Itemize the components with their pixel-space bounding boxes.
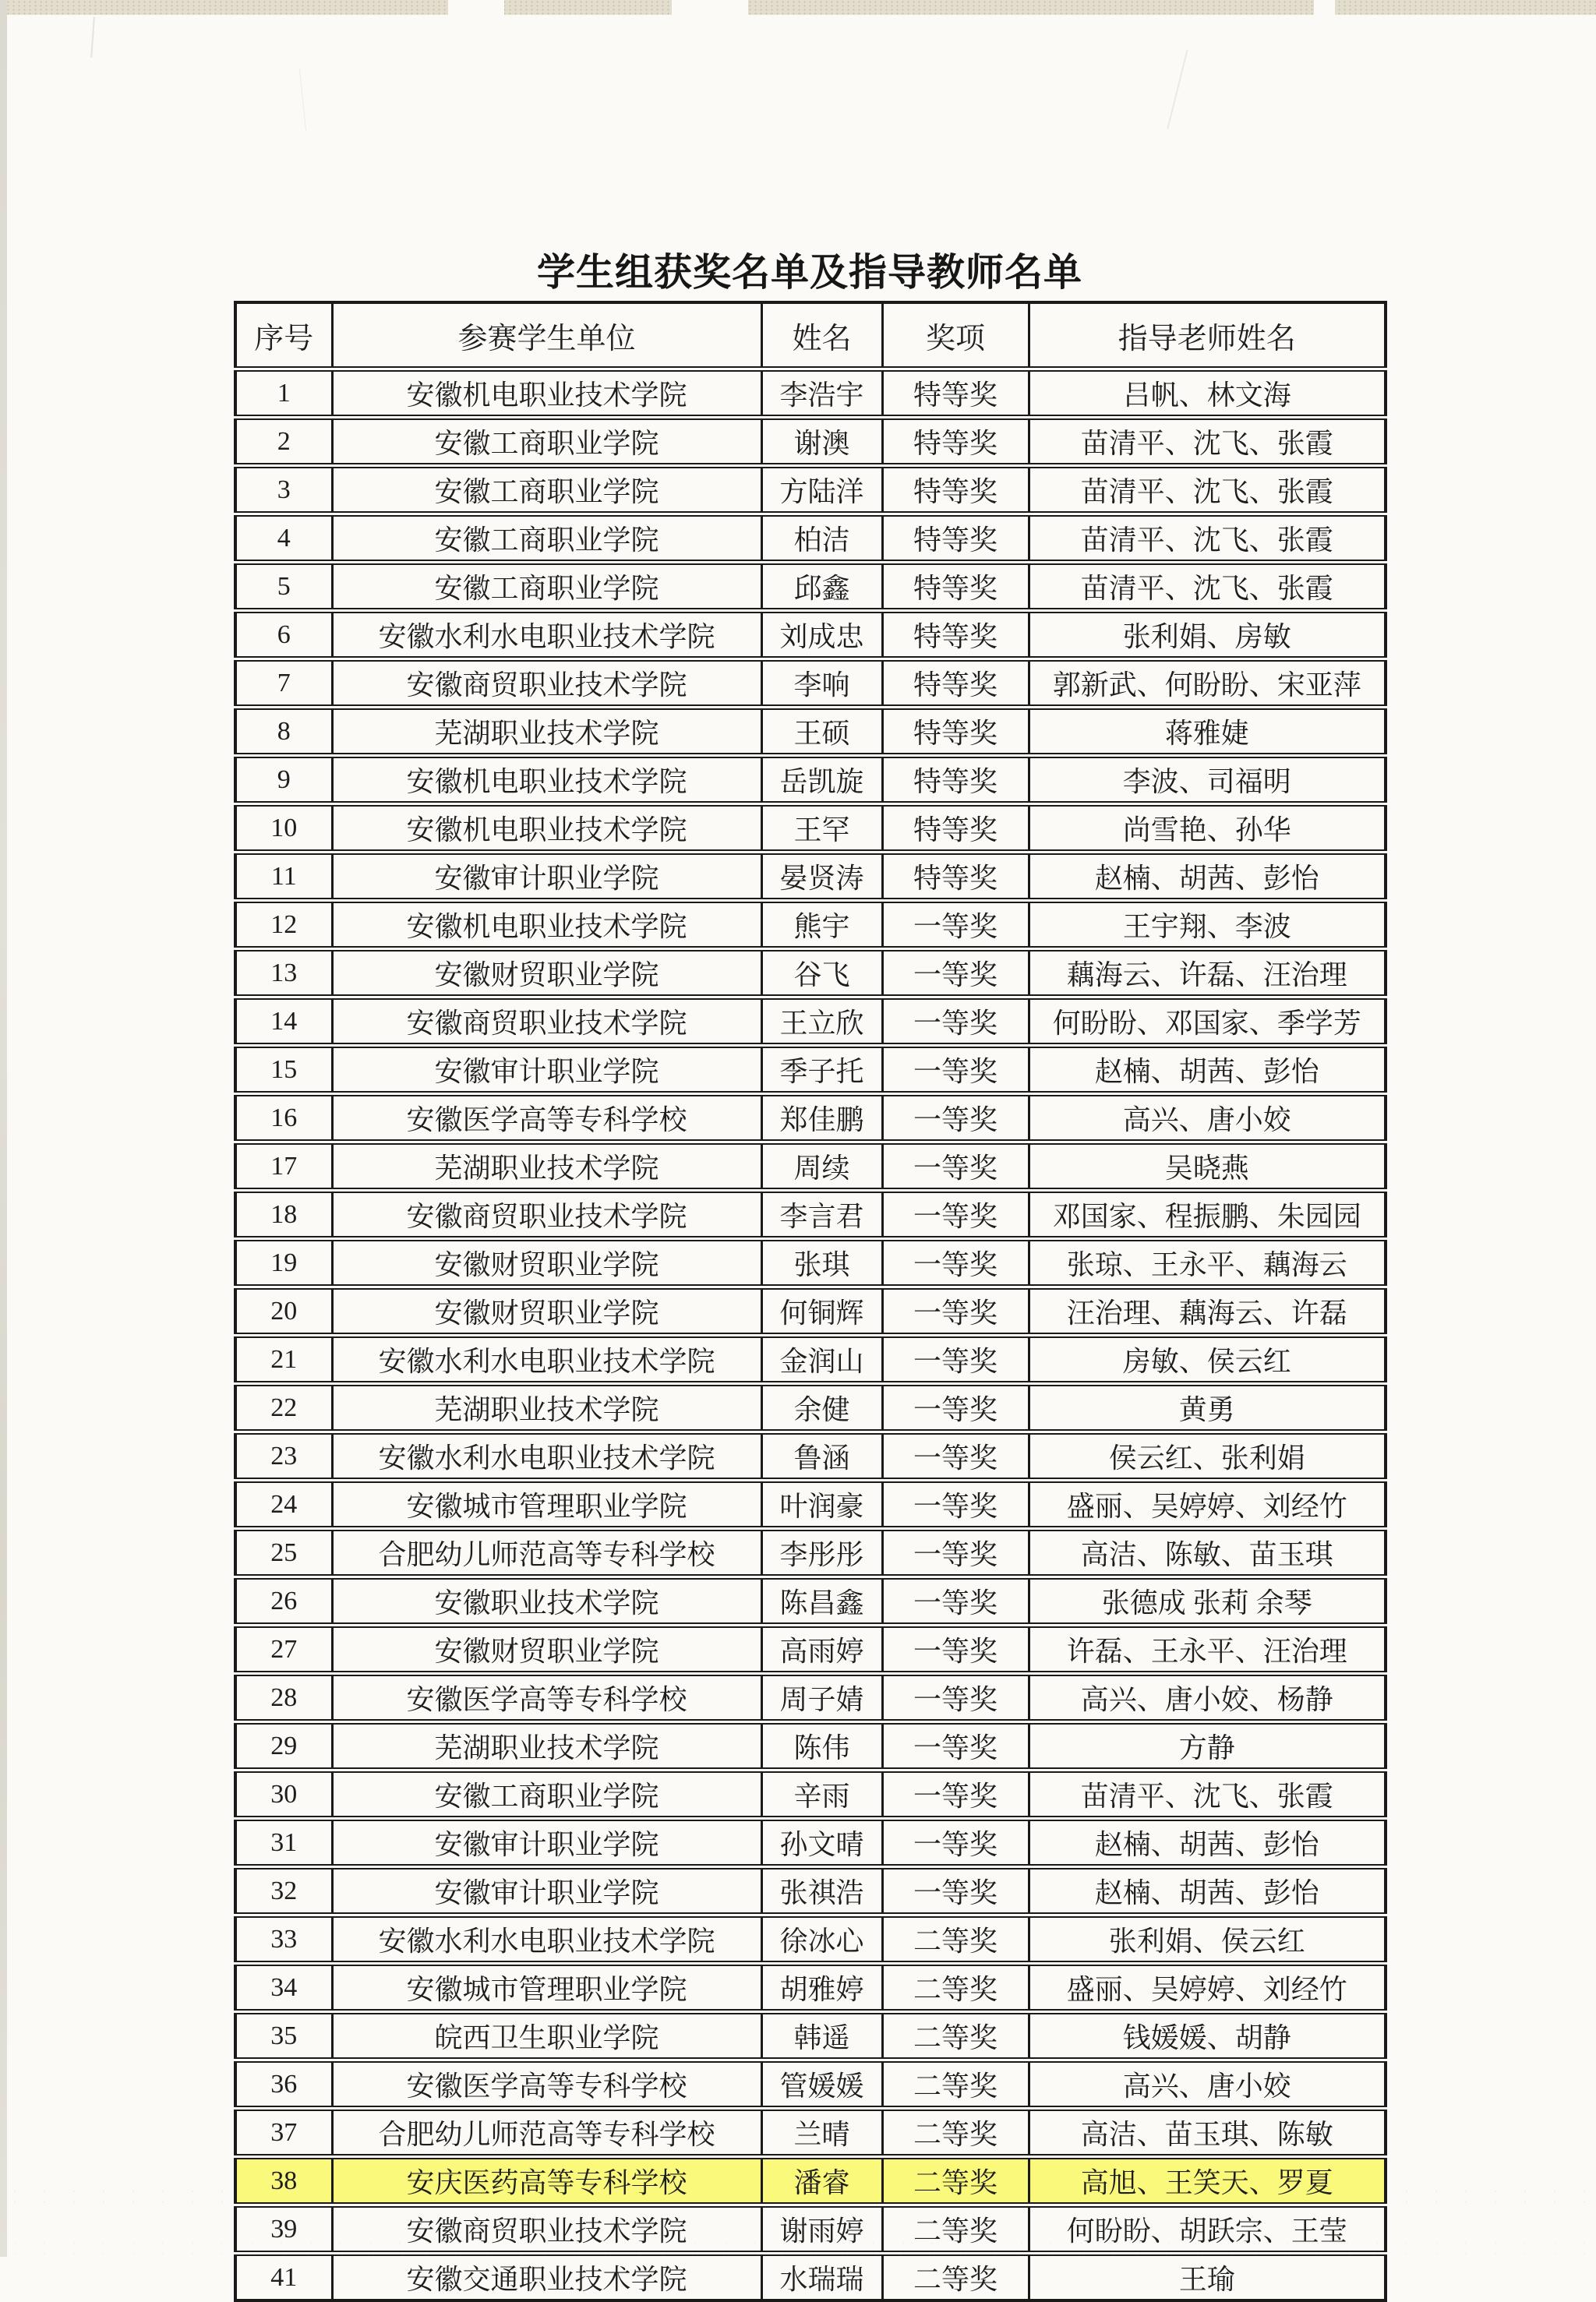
cell-name: 郑佳鹏 (761, 1094, 882, 1142)
table-row (235, 804, 1386, 853)
cell-award: 一等奖 (882, 1384, 1029, 1432)
cell-no: 23 (235, 1432, 332, 1481)
cell-no: 26 (235, 1577, 332, 1626)
cell-award: 特等奖 (882, 514, 1029, 563)
cell-no: 1 (235, 369, 332, 418)
cell-advisors: 高洁、陈敏、苗玉琪 (1029, 1529, 1386, 1577)
awards-table (234, 301, 1387, 2302)
cell-unit: 安徽城市管理职业学院 (332, 1481, 761, 1529)
cell-unit: 安徽审计职业学院 (332, 853, 761, 901)
cell-name: 方陆洋 (761, 466, 882, 514)
table-row (235, 369, 1386, 418)
scan-smudge (90, 17, 95, 58)
scan-edge-gap (448, 0, 504, 15)
cell-advisors: 盛丽、吴婷婷、刘经竹 (1029, 1481, 1386, 1529)
cell-name: 谢澳 (761, 418, 882, 466)
table-row (235, 659, 1386, 708)
cell-award: 一等奖 (882, 1287, 1029, 1336)
cell-unit: 安徽工商职业学院 (332, 563, 761, 611)
scan-edge-gap (1314, 0, 1335, 15)
cell-unit: 芜湖职业技术学院 (332, 1722, 761, 1771)
cell-advisors: 郭新武、何盼盼、宋亚萍 (1029, 659, 1386, 708)
cell-award: 一等奖 (882, 1094, 1029, 1142)
cell-unit: 安徽商贸职业技术学院 (332, 997, 761, 1046)
cell-name: 李言君 (761, 1191, 882, 1239)
cell-award: 一等奖 (882, 1142, 1029, 1191)
table-row (235, 901, 1386, 949)
cell-name: 刘成忠 (761, 611, 882, 659)
scan-smudge (299, 69, 306, 131)
cell-unit: 皖西卫生职业学院 (332, 2012, 761, 2060)
table-row (235, 611, 1386, 659)
cell-award: 二等奖 (882, 2205, 1029, 2254)
cell-no: 5 (235, 563, 332, 611)
cell-no: 38 (235, 2157, 332, 2205)
cell-name: 谷飞 (761, 949, 882, 997)
cell-no: 9 (235, 756, 332, 804)
cell-no: 17 (235, 1142, 332, 1191)
table-row (235, 1432, 1386, 1481)
cell-name: 胡雅婷 (761, 1964, 882, 2012)
cell-advisors: 苗清平、沈飞、张霞 (1029, 418, 1386, 466)
cell-name: 孙文晴 (761, 1819, 882, 1867)
cell-no: 35 (235, 2012, 332, 2060)
cell-name: 晏贤涛 (761, 853, 882, 901)
cell-award: 一等奖 (882, 1432, 1029, 1481)
cell-unit: 合肥幼儿师范高等专科学校 (332, 2109, 761, 2157)
cell-name: 季子托 (761, 1046, 882, 1094)
cell-no: 30 (235, 1771, 332, 1819)
cell-no: 15 (235, 1046, 332, 1094)
cell-advisors: 张利娟、侯云红 (1029, 1915, 1386, 1964)
cell-unit: 安徽机电职业技术学院 (332, 901, 761, 949)
cell-unit: 安徽机电职业技术学院 (332, 756, 761, 804)
cell-advisors: 苗清平、沈飞、张霞 (1029, 1771, 1386, 1819)
cell-award: 特等奖 (882, 853, 1029, 901)
table-row (235, 1287, 1386, 1336)
cell-unit: 安庆医药高等专科学校 (332, 2157, 761, 2205)
cell-no: 20 (235, 1287, 332, 1336)
cell-advisors: 邓国家、程振鹏、朱园园 (1029, 1191, 1386, 1239)
cell-unit: 安徽交通职业技术学院 (332, 2254, 761, 2301)
table-row (235, 1481, 1386, 1529)
cell-advisors: 吕帆、林文海 (1029, 369, 1386, 418)
table-row (235, 949, 1386, 997)
table-row (235, 1771, 1386, 1819)
cell-no: 33 (235, 1915, 332, 1964)
cell-award: 特等奖 (882, 756, 1029, 804)
cell-name: 周续 (761, 1142, 882, 1191)
cell-advisors: 赵楠、胡茜、彭怡 (1029, 1867, 1386, 1915)
cell-award: 一等奖 (882, 1771, 1029, 1819)
table-body (235, 369, 1386, 2301)
cell-name: 水瑞瑞 (761, 2254, 882, 2301)
cell-unit: 安徽财贸职业学院 (332, 1239, 761, 1287)
cell-unit: 安徽医学高等专科学校 (332, 1094, 761, 1142)
cell-unit: 安徽工商职业学院 (332, 1771, 761, 1819)
cell-no: 14 (235, 997, 332, 1046)
table-row (235, 853, 1386, 901)
cell-advisors: 何盼盼、邓国家、季学芳 (1029, 997, 1386, 1046)
cell-award: 特等奖 (882, 611, 1029, 659)
cell-name: 潘睿 (761, 2157, 882, 2205)
table-row (235, 2060, 1386, 2109)
cell-no: 25 (235, 1529, 332, 1577)
cell-award: 一等奖 (882, 949, 1029, 997)
cell-unit: 安徽商贸职业技术学院 (332, 2205, 761, 2254)
cell-name: 李响 (761, 659, 882, 708)
table-row (235, 997, 1386, 1046)
cell-advisors: 王瑜 (1029, 2254, 1386, 2301)
cell-award: 特等奖 (882, 659, 1029, 708)
cell-unit: 安徽审计职业学院 (332, 1046, 761, 1094)
col-header-advisors: 指导老师姓名 (1029, 302, 1386, 369)
cell-no: 29 (235, 1722, 332, 1771)
cell-advisors: 高兴、唐小姣、杨静 (1029, 1674, 1386, 1722)
cell-advisors: 赵楠、胡茜、彭怡 (1029, 1819, 1386, 1867)
cell-advisors: 汪治理、藕海云、许磊 (1029, 1287, 1386, 1336)
cell-award: 一等奖 (882, 1626, 1029, 1674)
cell-name: 徐冰心 (761, 1915, 882, 1964)
cell-unit: 安徽水利水电职业技术学院 (332, 611, 761, 659)
cell-unit: 安徽城市管理职业学院 (332, 1964, 761, 2012)
cell-name: 周子婧 (761, 1674, 882, 1722)
cell-award: 特等奖 (882, 369, 1029, 418)
cell-name: 余健 (761, 1384, 882, 1432)
cell-advisors: 方静 (1029, 1722, 1386, 1771)
cell-advisors: 许磊、王永平、汪治理 (1029, 1626, 1386, 1674)
cell-unit: 芜湖职业技术学院 (332, 1142, 761, 1191)
cell-advisors: 张琼、王永平、藕海云 (1029, 1239, 1386, 1287)
cell-unit: 安徽工商职业学院 (332, 514, 761, 563)
cell-award: 二等奖 (882, 2060, 1029, 2109)
cell-advisors: 张德成 张莉 余琴 (1029, 1577, 1386, 1626)
cell-advisors: 钱媛媛、胡静 (1029, 2012, 1386, 2060)
cell-advisors: 赵楠、胡茜、彭怡 (1029, 1046, 1386, 1094)
cell-name: 鲁涵 (761, 1432, 882, 1481)
table-row (235, 2254, 1386, 2301)
cell-no: 8 (235, 708, 332, 756)
cell-name: 王硕 (761, 708, 882, 756)
table-row (235, 1336, 1386, 1384)
cell-award: 二等奖 (882, 2012, 1029, 2060)
table-row (235, 563, 1386, 611)
cell-unit: 安徽职业技术学院 (332, 1577, 761, 1626)
cell-award: 特等奖 (882, 708, 1029, 756)
table-row (235, 1819, 1386, 1867)
cell-advisors: 赵楠、胡茜、彭怡 (1029, 853, 1386, 901)
cell-no: 39 (235, 2205, 332, 2254)
cell-award: 一等奖 (882, 1239, 1029, 1287)
cell-no: 31 (235, 1819, 332, 1867)
cell-unit: 安徽工商职业学院 (332, 418, 761, 466)
table-row-highlighted (235, 2157, 1386, 2205)
cell-award: 一等奖 (882, 1819, 1029, 1867)
cell-advisors: 苗清平、沈飞、张霞 (1029, 514, 1386, 563)
cell-name: 熊宇 (761, 901, 882, 949)
table-row (235, 1046, 1386, 1094)
cell-name: 王立欣 (761, 997, 882, 1046)
table-row (235, 1626, 1386, 1674)
cell-advisors: 李波、司福明 (1029, 756, 1386, 804)
cell-no: 27 (235, 1626, 332, 1674)
cell-no: 32 (235, 1867, 332, 1915)
cell-award: 二等奖 (882, 1915, 1029, 1964)
scan-smudge (1167, 49, 1188, 129)
cell-no: 11 (235, 853, 332, 901)
cell-no: 41 (235, 2254, 332, 2301)
cell-unit: 安徽机电职业技术学院 (332, 369, 761, 418)
table-row (235, 1577, 1386, 1626)
cell-no: 18 (235, 1191, 332, 1239)
table-row (235, 514, 1386, 563)
cell-name: 叶润豪 (761, 1481, 882, 1529)
cell-award: 一等奖 (882, 1674, 1029, 1722)
cell-no: 16 (235, 1094, 332, 1142)
col-header-no: 序号 (235, 302, 332, 369)
col-header-unit: 参赛学生单位 (332, 302, 761, 369)
cell-name: 王罕 (761, 804, 882, 853)
cell-unit: 安徽工商职业学院 (332, 466, 761, 514)
cell-no: 24 (235, 1481, 332, 1529)
cell-award: 一等奖 (882, 1577, 1029, 1626)
table-row (235, 1094, 1386, 1142)
cell-name: 金润山 (761, 1336, 882, 1384)
cell-advisors: 藕海云、许磊、汪治理 (1029, 949, 1386, 997)
cell-no: 21 (235, 1336, 332, 1384)
cell-advisors: 蒋雅婕 (1029, 708, 1386, 756)
cell-unit: 安徽审计职业学院 (332, 1867, 761, 1915)
table-row (235, 756, 1386, 804)
cell-award: 特等奖 (882, 466, 1029, 514)
cell-award: 一等奖 (882, 901, 1029, 949)
header-row (235, 302, 1386, 369)
cell-award: 一等奖 (882, 1191, 1029, 1239)
cell-name: 柏洁 (761, 514, 882, 563)
cell-unit: 安徽医学高等专科学校 (332, 1674, 761, 1722)
cell-advisors: 黄勇 (1029, 1384, 1386, 1432)
cell-no: 19 (235, 1239, 332, 1287)
cell-name: 陈昌鑫 (761, 1577, 882, 1626)
table-row (235, 1915, 1386, 1964)
cell-advisors: 尚雪艳、孙华 (1029, 804, 1386, 853)
cell-no: 6 (235, 611, 332, 659)
cell-no: 13 (235, 949, 332, 997)
cell-no: 22 (235, 1384, 332, 1432)
cell-advisors: 高洁、苗玉琪、陈敏 (1029, 2109, 1386, 2157)
cell-name: 兰晴 (761, 2109, 882, 2157)
cell-name: 高雨婷 (761, 1626, 882, 1674)
cell-award: 一等奖 (882, 1529, 1029, 1577)
cell-unit: 安徽机电职业技术学院 (332, 804, 761, 853)
col-header-award: 奖项 (882, 302, 1029, 369)
cell-name: 谢雨婷 (761, 2205, 882, 2254)
cell-no: 37 (235, 2109, 332, 2157)
cell-name: 邱鑫 (761, 563, 882, 611)
table-row (235, 2109, 1386, 2157)
cell-unit: 安徽医学高等专科学校 (332, 2060, 761, 2109)
cell-no: 28 (235, 1674, 332, 1722)
col-header-name: 姓名 (761, 302, 882, 369)
cell-unit: 安徽财贸职业学院 (332, 1626, 761, 1674)
cell-no: 4 (235, 514, 332, 563)
cell-unit: 安徽水利水电职业技术学院 (332, 1432, 761, 1481)
cell-unit: 安徽水利水电职业技术学院 (332, 1336, 761, 1384)
cell-advisors: 盛丽、吴婷婷、刘经竹 (1029, 1964, 1386, 2012)
cell-unit: 安徽商贸职业技术学院 (332, 659, 761, 708)
cell-advisors: 苗清平、沈飞、张霞 (1029, 563, 1386, 611)
table-row (235, 1142, 1386, 1191)
cell-advisors: 何盼盼、胡跃宗、王莹 (1029, 2205, 1386, 2254)
cell-award: 二等奖 (882, 2109, 1029, 2157)
table-row (235, 1674, 1386, 1722)
scan-edge-top (0, 0, 1596, 15)
cell-award: 特等奖 (882, 804, 1029, 853)
cell-unit: 芜湖职业技术学院 (332, 708, 761, 756)
cell-name: 李彤彤 (761, 1529, 882, 1577)
table-row (235, 1239, 1386, 1287)
cell-unit: 安徽审计职业学院 (332, 1819, 761, 1867)
cell-award: 一等奖 (882, 997, 1029, 1046)
cell-no: 12 (235, 901, 332, 949)
cell-award: 一等奖 (882, 1722, 1029, 1771)
table-row (235, 466, 1386, 514)
cell-advisors: 侯云红、张利娟 (1029, 1432, 1386, 1481)
cell-no: 34 (235, 1964, 332, 2012)
cell-name: 辛雨 (761, 1771, 882, 1819)
cell-advisors: 高兴、唐小姣 (1029, 1094, 1386, 1142)
cell-award: 一等奖 (882, 1046, 1029, 1094)
cell-advisors: 吴晓燕 (1029, 1142, 1386, 1191)
cell-advisors: 高兴、唐小姣 (1029, 2060, 1386, 2109)
cell-advisors: 王宇翔、李波 (1029, 901, 1386, 949)
cell-unit: 安徽财贸职业学院 (332, 949, 761, 997)
cell-no: 2 (235, 418, 332, 466)
cell-unit: 合肥幼儿师范高等专科学校 (332, 1529, 761, 1577)
cell-award: 二等奖 (882, 2254, 1029, 2301)
cell-award: 二等奖 (882, 2157, 1029, 2205)
scan-edge-left (0, 0, 7, 2257)
cell-no: 3 (235, 466, 332, 514)
table-row (235, 1529, 1386, 1577)
cell-name: 李浩宇 (761, 369, 882, 418)
cell-unit: 安徽水利水电职业技术学院 (332, 1915, 761, 1964)
scan-edge-gap (672, 0, 748, 15)
page-title: 学生组获奖名单及指导教师名单 (536, 252, 1082, 294)
cell-advisors: 张利娟、房敏 (1029, 611, 1386, 659)
table-row (235, 1191, 1386, 1239)
cell-award: 一等奖 (882, 1481, 1029, 1529)
cell-name: 何铜辉 (761, 1287, 882, 1336)
table-row (235, 1384, 1386, 1432)
cell-no: 7 (235, 659, 332, 708)
cell-name: 韩遥 (761, 2012, 882, 2060)
table-row (235, 708, 1386, 756)
cell-award: 一等奖 (882, 1336, 1029, 1384)
table-row (235, 2205, 1386, 2254)
cell-advisors: 苗清平、沈飞、张霞 (1029, 466, 1386, 514)
cell-advisors: 房敏、侯云红 (1029, 1336, 1386, 1384)
table-row (235, 1722, 1386, 1771)
table-row (235, 1867, 1386, 1915)
cell-name: 张琪 (761, 1239, 882, 1287)
cell-name: 管媛媛 (761, 2060, 882, 2109)
table-row (235, 2012, 1386, 2060)
cell-award: 二等奖 (882, 1964, 1029, 2012)
cell-unit: 安徽财贸职业学院 (332, 1287, 761, 1336)
cell-name: 张祺浩 (761, 1867, 882, 1915)
cell-award: 特等奖 (882, 418, 1029, 466)
cell-name: 岳凯旋 (761, 756, 882, 804)
cell-name: 陈伟 (761, 1722, 882, 1771)
cell-unit: 安徽商贸职业技术学院 (332, 1191, 761, 1239)
cell-award: 一等奖 (882, 1867, 1029, 1915)
table-row (235, 1964, 1386, 2012)
cell-no: 36 (235, 2060, 332, 2109)
cell-unit: 芜湖职业技术学院 (332, 1384, 761, 1432)
cell-award: 特等奖 (882, 563, 1029, 611)
table-row (235, 418, 1386, 466)
cell-no: 10 (235, 804, 332, 853)
cell-advisors: 高旭、王笑天、罗夏 (1029, 2157, 1386, 2205)
